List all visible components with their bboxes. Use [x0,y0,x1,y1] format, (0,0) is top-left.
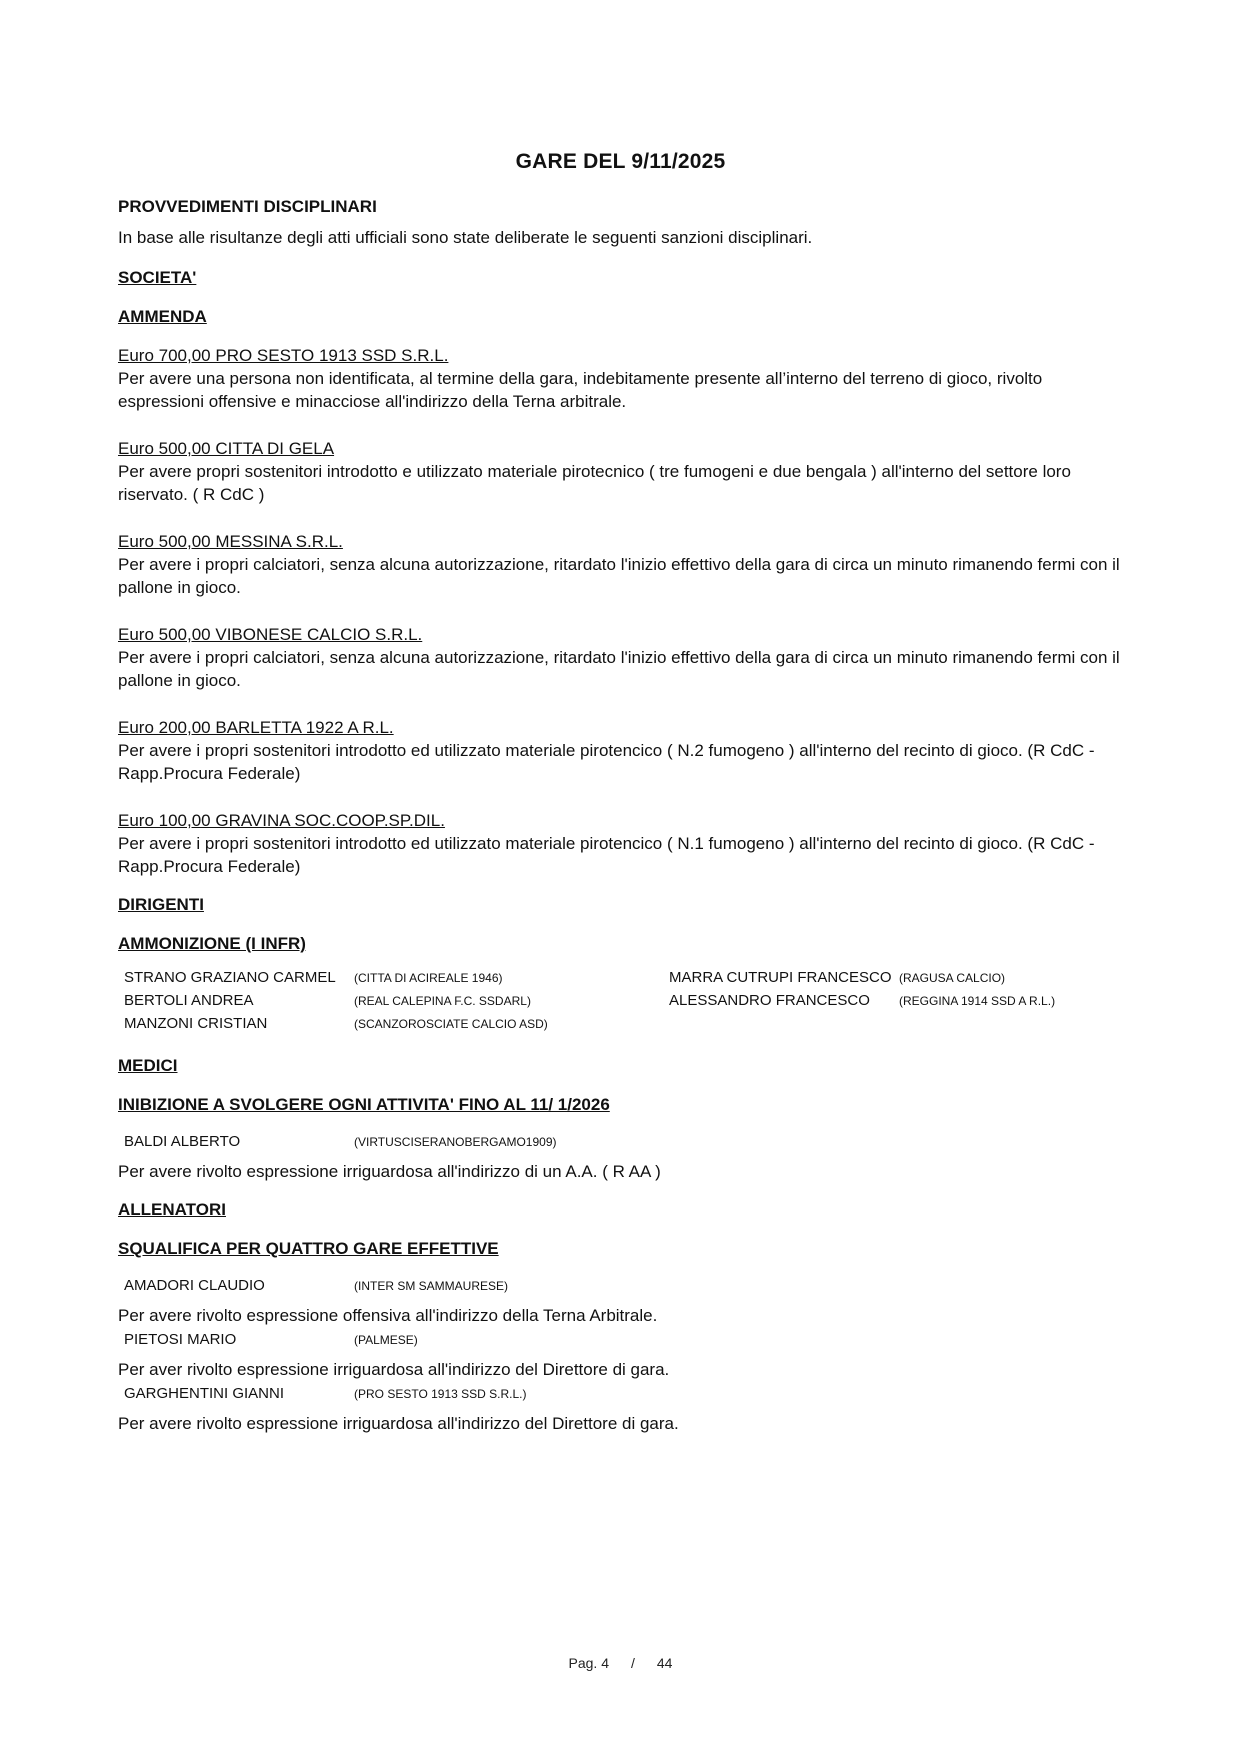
fine-text: Per avere i propri calciatori, senza alcuna autorizzazione, ritardato l'inizio effettivo della gara di circa un minuto rimanendo fermi con il pallone in gioco. [118,648,1120,690]
fine-text: Per avere propri sostenitori introdotto e utilizzato materiale pirotecnico ( tre fumogeni e due bengala ) all'interno del settore loro riservato. ( R CdC ) [118,462,1071,504]
person-club: (INTER SM SAMMAURESE) [354,1279,509,1293]
fine-text: Per avere i propri sostenitori introdotto ed utilizzato materiale pirotencico ( N.1 fumogeno ) all'interno del recinto di gioco. (R CdC - Rapp.Procura Federale) [118,834,1095,876]
person-club: (PRO SESTO 1913 SSD S.R.L.) [354,1387,527,1401]
list-item [118,1328,1128,1352]
reason-text: Per avere rivolto espressione irriguardosa all'indirizzo di un A.A. ( R AA ) [118,1162,661,1181]
fine-item [118,530,1128,599]
page-number: Pag. 4 [568,1655,609,1671]
fine-head: Euro 200,00 BARLETTA 1922 A R.L. [118,718,394,737]
fine-head: Euro 500,00 MESSINA S.R.L. [118,532,343,551]
ammonizione-heading: AMMONIZIONE (I INFR) [118,934,306,953]
person-club: (RAGUSA CALCIO) [899,971,1006,985]
page-total: 44 [656,1655,673,1671]
fine-text: Per avere i propri calciatori, senza alcuna autorizzazione, ritardato l'inizio effettivo della gara di circa un minuto rimanendo fermi con il pallone in gioco. [118,555,1120,597]
section-heading: PROVVEDIMENTI DISCIPLINARI [118,197,377,216]
list-item [118,1274,1128,1298]
inibizione-heading: INIBIZIONE A SVOLGERE OGNI ATTIVITA' FINO AL 11/ 1/2026 [118,1095,610,1114]
fine-text: Per avere i propri sostenitori introdotto ed utilizzato materiale pirotencico ( N.2 fumogeno ) all'interno del recinto di gioco. (R CdC - Rapp.Procura Federale) [118,741,1095,783]
fine-head: Euro 100,00 GRAVINA SOC.COOP.SP.DIL. [118,811,445,830]
person-name: STRANO GRAZIANO CARMEL [124,969,336,986]
fine-item [118,344,1128,413]
intro-text: In base alle risultanze degli atti ufficiali sono state deliberate le seguenti sanzioni disciplinari. [118,228,813,247]
reason-text: Per aver rivolto espressione irriguardosa all'indirizzo del Direttore di gara. [118,1360,670,1379]
person-club: (REAL CALEPINA F.C. SSDARL) [354,994,531,1008]
person-club: (REGGINA 1914 SSD A R.L.) [899,994,1056,1008]
list-item [118,1130,1128,1154]
fine-item [118,716,1128,785]
person-name: ALESSANDRO FRANCESCO [669,992,870,1009]
reason-text: Per avere rivolto espressione irriguardosa all'indirizzo del Direttore di gara. [118,1414,679,1433]
person-name: BERTOLI ANDREA [124,992,254,1009]
fine-head: Euro 700,00 PRO SESTO 1913 SSD S.R.L. [118,346,449,365]
person-name: AMADORI CLAUDIO [124,1277,265,1294]
dirigenti-heading: DIRIGENTI [118,895,204,914]
societa-heading: SOCIETA' [118,268,197,287]
person-club: (PALMESE) [354,1333,418,1347]
person-name: MARRA CUTRUPI FRANCESCO [669,969,892,986]
fine-item [118,437,1128,506]
fine-item [118,623,1128,692]
person-name: MANZONI CRISTIAN [124,1015,268,1032]
page-footer [0,1655,1241,1671]
fine-head: Euro 500,00 VIBONESE CALCIO S.R.L. [118,625,423,644]
fine-text: Per avere una persona non identificata, al termine della gara, indebitamente presente all’interno del terreno di gioco, rivolto espressioni offensive e minacciose all'indirizzo della Terna arbitrale. [118,369,1043,411]
medici-heading: MEDICI [118,1056,178,1075]
ammenda-heading: AMMENDA [118,307,207,326]
document-body [118,197,1128,1435]
person-club: (CITTA DI ACIREALE 1946) [354,971,503,985]
reason-text: Per avere rivolto espressione offensiva all'indirizzo della Terna Arbitrale. [118,1306,658,1325]
page-title: GARE DEL 9/11/2025 [515,150,726,173]
person-name: PIETOSI MARIO [124,1331,237,1348]
dirigenti-list [118,966,1128,1038]
list-item [118,1382,1128,1406]
person-club: (SCANZOROSCIATE CALCIO ASD) [354,1017,548,1031]
squalifica-heading: SQUALIFICA PER QUATTRO GARE EFFETTIVE [118,1239,499,1258]
fine-head: Euro 500,00 CITTA DI GELA [118,439,335,458]
page-separator: / [631,1655,635,1671]
allenatori-heading: ALLENATORI [118,1200,226,1219]
person-club: (VIRTUSCISERANOBERGAMO1909) [354,1135,557,1149]
person-name: BALDI ALBERTO [124,1133,241,1150]
person-name: GARGHENTINI GIANNI [124,1385,285,1402]
fine-item [118,809,1128,878]
